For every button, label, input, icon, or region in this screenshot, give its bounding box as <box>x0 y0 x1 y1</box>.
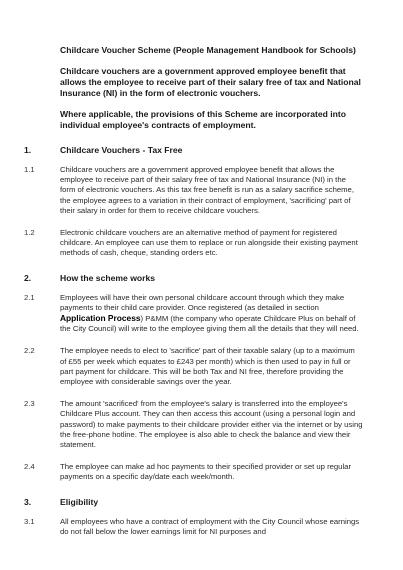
clause-1-1 <box>24 165 363 216</box>
clause-text: The employee needs to elect to 'sacrifice' part of their taxable salary (up to a maximum of £55 per week which equates to £243 per month) which is then used to pay in full or part payment for childcare. This will be both Tax and NI free, therefore providing the employee with considerable savings over the year. <box>60 346 355 387</box>
clause-text: The amount 'sacrificed' from the employee's salary is transferred into the employee's Childcare Plus account. They can then access this account (using a personal login and password) to make payments to their childcare provider either via the internet or by using the free-phone hotline. The employee is also able to check the balance and view their statement. <box>60 399 363 450</box>
clause-text: The employee can make ad hoc payments to their specified provider or set up regular payments on a specific day/date each week/month. <box>60 462 351 482</box>
clause-text: Electronic childcare vouchers are an alternative method of payment for registered childcare. An employee can use them to replace or run alongside their existing payment methods of cash, cheque, standing orders etc. <box>60 228 358 258</box>
clause-1-2 <box>24 228 363 259</box>
section-2 <box>24 273 363 483</box>
clause-2-2 <box>24 346 363 387</box>
section-reference: Application Process <box>60 313 141 324</box>
clause-number: 1.1 <box>24 165 35 174</box>
section-number: 1. <box>24 145 32 155</box>
clause-number: 2.3 <box>24 399 35 409</box>
intro-paragraph-1: Childcare vouchers are a government approved employee benefit that allows the employee to receive part of their salary free of tax and National Insurance (NI) in the form of electronic vouchers. <box>60 66 361 98</box>
section-3 <box>24 497 363 537</box>
clause-number: 1.2 <box>24 228 35 238</box>
clause-number: 3.1 <box>24 516 35 526</box>
document-title: Childcare Voucher Scheme (People Management Handbook for Schools) <box>60 45 356 55</box>
clause-number: 2.2 <box>24 346 35 356</box>
clause-2-3 <box>24 399 363 450</box>
clause-text: All employees who have a contract of employment with the City Council whose earnings do not fall below the lower earnings limit for NI purposes and <box>60 516 360 536</box>
clause-text <box>60 293 363 335</box>
clause-number: 2.4 <box>24 462 35 472</box>
section-heading <box>24 497 363 508</box>
clause-2-4 <box>24 462 363 482</box>
intro-paragraph-2: Where applicable, the provisions of this Scheme are incorporated into individual employee's contracts of employment. <box>60 109 347 130</box>
clause-3-1 <box>24 517 363 537</box>
section-1 <box>24 145 363 259</box>
clause-2-1 <box>24 293 363 335</box>
clause-text-after: ) P&MM (the company who operate Childcare Plus on behalf of the City Council) will write to the employee giving them all the details that they will need. <box>60 314 359 334</box>
section-number: 2. <box>24 272 32 283</box>
section-number: 3. <box>24 496 32 507</box>
section-title: How the scheme works <box>60 272 156 283</box>
clause-text-before: Employees will have their own personal childcare account through which they make payments to their child care provider. Once registered (as detailed in section <box>60 292 345 312</box>
section-title: Eligibility <box>60 496 99 507</box>
section-heading <box>24 273 363 284</box>
section-title: Childcare Vouchers - Tax Free <box>60 145 183 155</box>
section-heading <box>24 145 363 156</box>
clause-text: Childcare vouchers are a government approved employee benefit that allows the employee to receive part of their salary free of tax and National Insurance (NI) in the form of electronic vouchers. As this tax free benefit is run as a salary sacrifice scheme, the employee agrees to a variation in their contract of employment, 'sacrificing' part of their salary in order for them to receive childcare vouchers. <box>60 165 354 215</box>
clause-number: 2.1 <box>24 292 35 302</box>
